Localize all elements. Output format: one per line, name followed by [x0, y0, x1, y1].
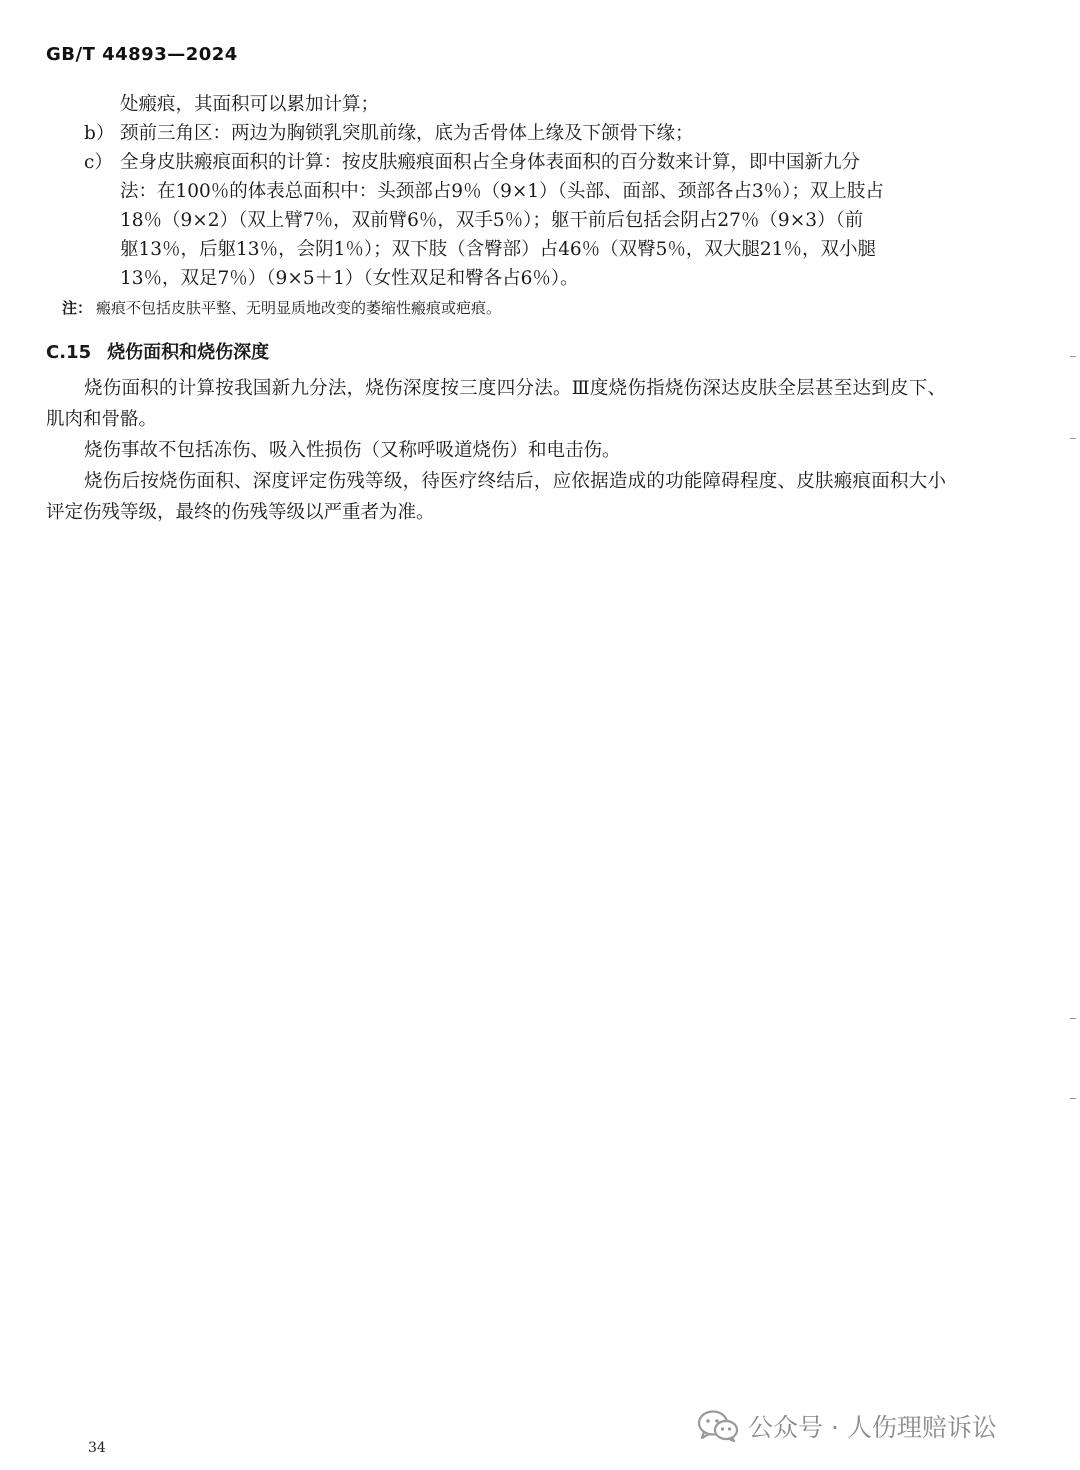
wechat-icon [696, 1409, 740, 1443]
note-label: 注： [62, 299, 93, 317]
list-item-b-text: 颈前三角区：两边为胸锁乳突肌前缘，底为舌骨体上缘及下颌骨下缘； [120, 123, 694, 144]
list-item-b [46, 119, 946, 148]
list-marker-b: b） [84, 123, 115, 144]
list-marker-c: c） [84, 152, 113, 173]
list-item-c [46, 148, 946, 177]
edge-tick-mark [1070, 438, 1076, 439]
list-item-c-line-2: 法：在100％的体表总面积中：头颈部占9％（9×1）（头部、面部、颈部各占3％）；双上肢占 [120, 181, 884, 202]
list-item-c-line-3: 18％（9×2）（双上臂7％，双前臂6％，双手5％）；躯干前后包括会阴占27％（9×3）（前 [120, 210, 864, 231]
watermark [696, 1406, 997, 1446]
edge-tick-mark [1070, 1098, 1076, 1099]
note [46, 295, 946, 321]
list-continuation-line: 处瘢痕，其面积可以累加计算； [120, 94, 380, 115]
standard-code: GB/T 44893—2024 [46, 44, 238, 65]
section-title: 烧伤面积和烧伤深度 [107, 342, 270, 363]
section-number: C.15 [46, 342, 92, 363]
list-item-c-line-5: 13％，双足7％）（9×5＋1）（女性双足和臀各占6％）。 [120, 268, 579, 289]
paragraph-burn-area: 烧伤面积的计算按我国新九分法，烧伤深度按三度四分法。Ⅲ度烧伤指烧伤深达皮肤全层甚至达到皮下、肌肉和骨骼。 [46, 378, 946, 430]
page-content [46, 90, 946, 528]
paragraph-disability-grading: 烧伤后按烧伤面积、深度评定伤残等级，待医疗终结后，应依据造成的功能障碍程度、皮肤瘢痕面积大小评定伤残等级，最终的伤残等级以严重者为准。 [46, 471, 946, 523]
edge-tick-mark [1070, 356, 1076, 357]
watermark-text: 公众号 · 人伤理赔诉讼 [748, 1413, 997, 1442]
section-heading-c15 [46, 337, 946, 369]
list-item-c-line-1: 全身皮肤瘢痕面积的计算：按皮肤瘢痕面积占全身体表面积的百分数来计算，即中国新九分 [120, 152, 861, 173]
edge-tick-mark [1070, 1018, 1076, 1019]
page-number: 34 [88, 1440, 106, 1456]
paragraph-burn-exclusions: 烧伤事故不包括冻伤、吸入性损伤（又称呼吸道烧伤）和电击伤。 [84, 440, 621, 461]
list-item-c-line-4: 躯13％，后躯13％，会阴1％）；双下肢（含臀部）占46％（双臀5％，双大腿21％，双小腿 [120, 239, 876, 260]
note-text: 瘢痕不包括皮肤平整、无明显质地改变的萎缩性瘢痕或疤痕。 [96, 299, 502, 317]
